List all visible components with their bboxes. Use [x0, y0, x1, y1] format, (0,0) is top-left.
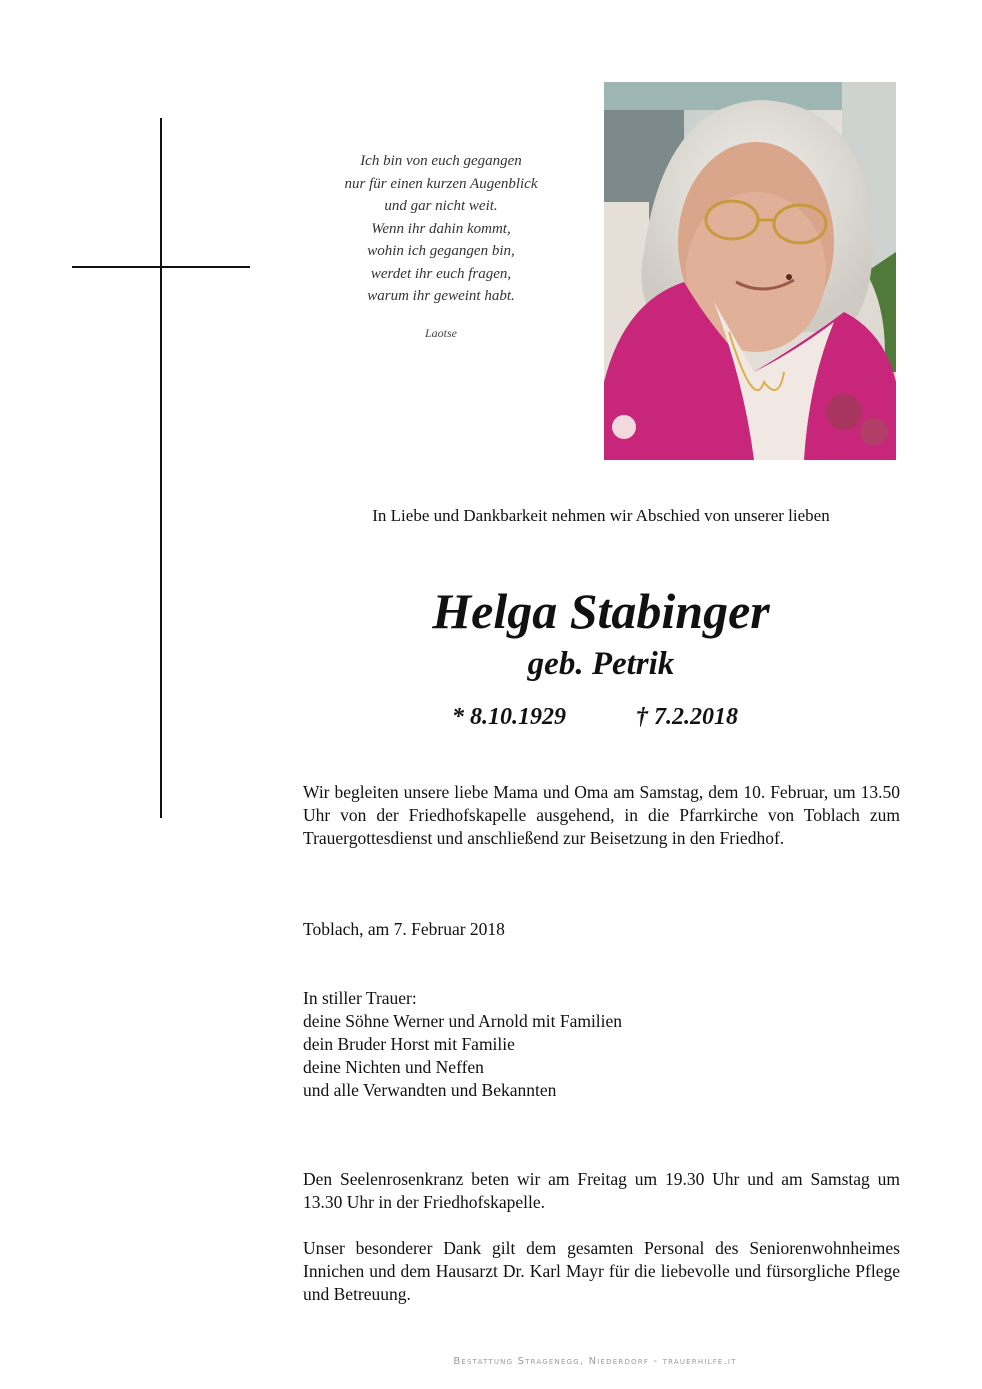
thanks-paragraph: Unser besonderer Dank gilt dem gesamten Personal des Seniorenwohnheimes Innichen und dem Hausarzt Dr. Karl Mayr für die liebevolle und fürsorgliche Pflege und Betreuung.	[303, 1238, 900, 1304]
intro-text: In Liebe und Dankbarkeit nehmen wir Abschied von unserer lieben	[372, 506, 830, 525]
portrait-photo	[604, 82, 896, 460]
funeral-paragraph: Wir begleiten unsere liebe Mama und Oma am Samstag, dem 10. Februar, um 13.50 Uhr von der Friedhofskapelle ausgehend, in die Pfarrkirche von Toblach zum Trauergottesdienst und anschließend zur Beisetzung in den Friedhof.	[303, 782, 900, 848]
mourners-line: In stiller Trauer:	[303, 988, 417, 1008]
deceased-name: Helga Stabinger	[432, 583, 770, 639]
place-date: Toblach, am 7. Februar 2018	[303, 919, 505, 939]
birth-date: * 8.10.1929	[452, 704, 566, 730]
poem-line: nur für einen kurzen Augenblick	[344, 175, 538, 192]
cross-horizontal-bar	[72, 266, 250, 268]
poem-author: Laotse	[424, 325, 457, 340]
poem-line: wohin ich gegangen bin,	[367, 243, 515, 259]
poem-line: und gar nicht weit.	[384, 198, 498, 214]
cross-vertical-bar	[160, 118, 162, 818]
poem-line: Ich bin von euch gegangen	[360, 153, 522, 169]
death-date: † 7.2.2018	[636, 704, 738, 730]
mourners-list	[303, 987, 900, 1102]
poem	[300, 150, 582, 344]
mourners-line: deine Nichten und Neffen	[303, 1057, 484, 1077]
poem-line: warum ihr geweint habt.	[367, 288, 515, 304]
mourners-line: dein Bruder Horst mit Familie	[303, 1034, 515, 1054]
maiden-name: geb. Petrik	[527, 646, 675, 682]
footer-credit: Bestattung Stragenegg, Niederdorf - trauerhilfe.it	[453, 1356, 737, 1367]
poem-line: werdet ihr euch fragen,	[370, 265, 512, 282]
poem-line: Wenn ihr dahin kommt,	[371, 220, 511, 237]
rosary-paragraph: Den Seelenrosenkranz beten wir am Freitag um 19.30 Uhr und am Samstag um 13.30 Uhr in der Friedhofskapelle.	[303, 1169, 900, 1212]
mourners-line: und alle Verwandten und Bekannten	[303, 1080, 557, 1100]
mourners-line: deine Söhne Werner und Arnold mit Familien	[303, 1011, 623, 1031]
